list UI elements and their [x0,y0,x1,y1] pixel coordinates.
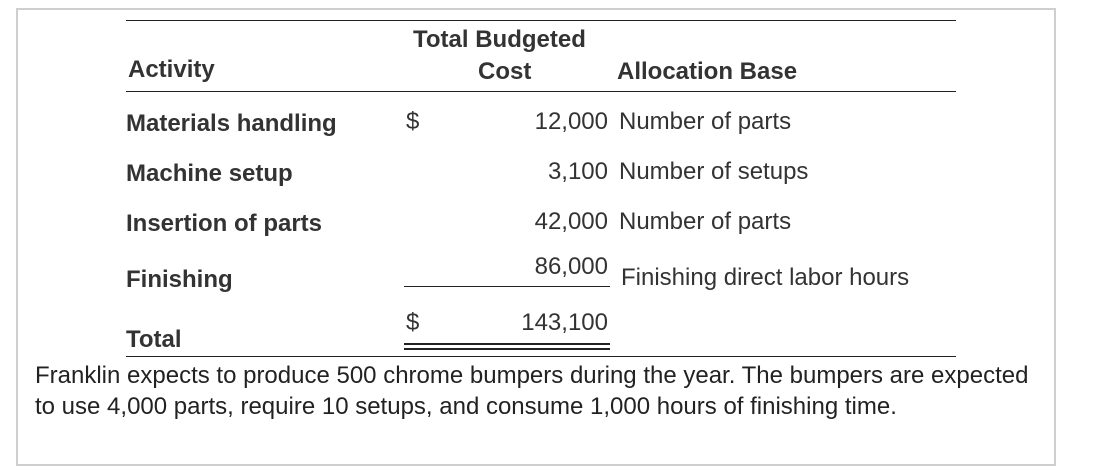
row-cost: 3,100 [547,158,608,185]
table-bottom-rule [126,356,956,357]
subtotal-rule [404,286,610,287]
total-label: Total [126,326,182,353]
row-cost: 42,000 [534,208,608,235]
total-cost: 143,100 [521,309,608,336]
row-cost: 12,000 [534,108,608,135]
row-activity-materials-handling: Materials handling [126,110,337,137]
row-allocation-base: Number of parts [619,108,792,135]
total-double-rule-bottom [404,348,610,350]
row-activity-machine-setup: Machine setup [126,160,293,187]
row-cost: 86,000 [534,253,608,280]
table-top-rule [126,20,956,21]
row-currency: $ [406,108,420,135]
problem-text: Franklin expects to produce 500 chrome bumpers during the year. The bumpers are expected to use 4,000 parts, require 10 setups, and consume 1,000 hours of finishing time. [35,362,1029,420]
header-allocation-base: Allocation Base [617,58,798,85]
total-currency: $ [406,309,420,336]
row-allocation-base: Number of parts [619,208,792,235]
row-activity-insertion-of-parts: Insertion of parts [126,210,323,237]
header-cost-line1: Total Budgeted [413,26,586,53]
row-allocation-base: Finishing direct labor hours [621,264,910,291]
header-activity: Activity [128,56,215,83]
total-double-rule-top [404,343,610,345]
header-bottom-rule [126,91,956,92]
header-cost-line2: Cost [478,58,532,85]
row-allocation-base: Number of setups [619,158,809,185]
row-activity-finishing: Finishing [126,266,233,293]
